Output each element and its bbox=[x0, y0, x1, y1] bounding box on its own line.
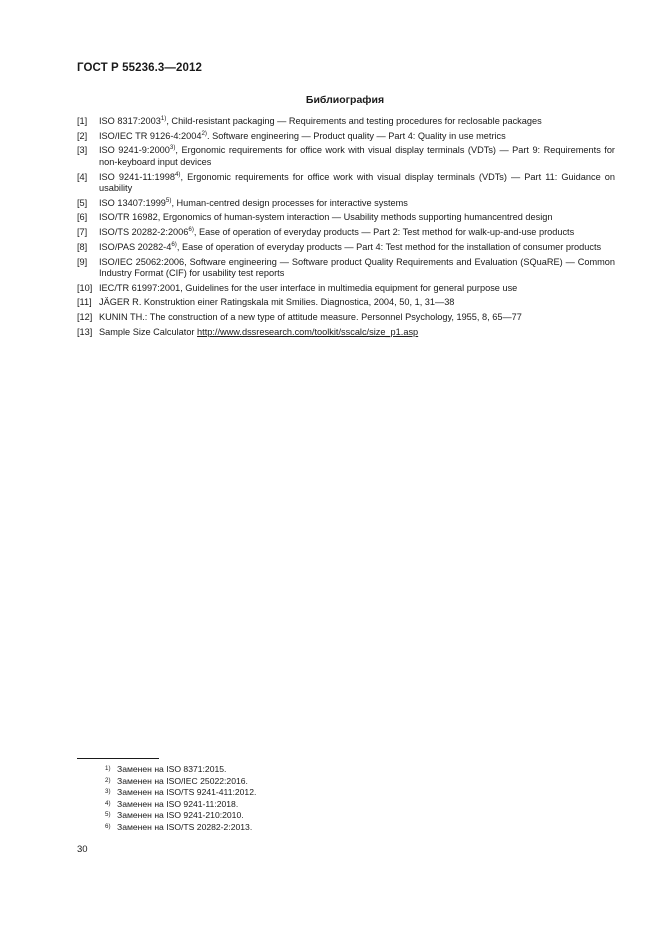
page-number: 30 bbox=[77, 844, 88, 855]
footnote-mark: 2) bbox=[105, 776, 111, 784]
reference-number: [5] bbox=[77, 197, 88, 208]
reference-item bbox=[77, 297, 615, 309]
footnote-ref: 5) bbox=[165, 196, 172, 204]
reference-item bbox=[77, 145, 615, 168]
reference-number: [13] bbox=[77, 326, 93, 337]
reference-number: [10] bbox=[77, 282, 93, 293]
reference-item bbox=[77, 172, 615, 195]
footnote-text: Заменен на ISO/TS 9241-411:2012. bbox=[117, 787, 257, 797]
footnote-divider bbox=[77, 758, 159, 759]
reference-text: ISO 8317:2003$^{1)}$, Child-resistant packaging — Requirements and testing procedures for reclosable packages bbox=[99, 115, 542, 126]
footnote bbox=[105, 764, 256, 776]
reference-text: ISO/IEC TR 9126-4:2004$^{2)}$. Software engineering — Product quality — Part 4: Quality in use metrics bbox=[99, 129, 506, 141]
reference-number: [2] bbox=[77, 130, 88, 141]
footnote bbox=[105, 799, 256, 811]
reference-text: ISO/PAS 20282-4$^{6)}$, Ease of operation of everyday products — Part 4: Test method for the installation of consumer products bbox=[99, 240, 602, 252]
reference-item bbox=[77, 198, 615, 210]
footnote-text: Заменен на ISO 8371:2015. bbox=[117, 764, 227, 774]
reference-text: KUNIN TH.: The construction of a new type of attitude measure. Personnel Psychology, 1955, 8, 65—77 bbox=[99, 312, 522, 323]
reference-item bbox=[77, 242, 615, 254]
reference-text: JÄGER R. Konstruktion einer Ratingskala mit Smilies. Diagnostica, 2004, 50, 1, 31—38 bbox=[99, 297, 455, 308]
reference-text: Sample Size Calculator http://www.dssresearch.com/toolkit/sscalc/size_p1.asp bbox=[99, 326, 419, 337]
document-header: ГОСТ Р 55236.3—2012 bbox=[77, 62, 202, 74]
footnote-ref: 3) bbox=[169, 144, 176, 152]
reference-number: [6] bbox=[77, 212, 88, 223]
footnote-text: Заменен на ISO/IEC 25022:2016. bbox=[117, 775, 248, 786]
footnote-mark: 1) bbox=[105, 765, 111, 772]
footnote-mark: 3) bbox=[105, 788, 111, 795]
footnote-text: Заменен на ISO/TS 20282-2:2013. bbox=[117, 821, 253, 832]
reference-item bbox=[77, 116, 615, 128]
bibliography-list bbox=[77, 116, 615, 341]
footnote-ref: 2) bbox=[201, 129, 207, 137]
footnote-mark: 6) bbox=[105, 822, 111, 830]
reference-item bbox=[77, 131, 615, 143]
reference-text: ISO 9241-9:2000$^{3)}$, Ergonomic requirements for office work with visual display terminals (VDTs) — Part 9: Requirements for non-keyboard input devices bbox=[99, 144, 615, 167]
footnote bbox=[105, 776, 256, 788]
reference-text: ISO 9241-11:1998$^{4)}$, Ergonomic requirements for office work with visual display terminals (VDTs) — Part 11: Guidance on usability bbox=[99, 170, 616, 194]
footnote-mark: 5) bbox=[105, 811, 111, 818]
reference-item bbox=[77, 283, 615, 295]
reference-number: [4] bbox=[77, 171, 88, 182]
reference-number: [12] bbox=[77, 312, 93, 323]
reference-number: [8] bbox=[77, 241, 88, 252]
footnote bbox=[105, 810, 256, 822]
footnote-ref: 4) bbox=[174, 170, 181, 178]
reference-text: IEC/TR 61997:2001, Guidelines for the user interface in multimedia equipment for general purpose use bbox=[99, 282, 518, 293]
footnote bbox=[105, 787, 256, 799]
footnote-text: Заменен на ISO 9241-11:2018. bbox=[117, 798, 239, 809]
reference-text: ISO/IEC 25062:2006, Software engineering — Software product Quality Requirements and Evaluation (SQuaRE) — Common Industry Format (CIF) for usability test reports bbox=[99, 256, 615, 278]
footnote-mark: 4) bbox=[105, 799, 111, 807]
reference-number: [7] bbox=[77, 227, 88, 238]
footnote-ref: 1) bbox=[160, 115, 167, 122]
reference-number: [9] bbox=[77, 256, 88, 267]
reference-text: ISO/TS 20282-2:2006$^{6)}$, Ease of operation of everyday products — Part 2: Test method for walk-up-and-use products bbox=[99, 226, 575, 238]
section-title: Библиография bbox=[305, 94, 385, 106]
reference-item bbox=[77, 227, 615, 239]
footnote-ref: 6) bbox=[171, 240, 177, 248]
reference-text: ISO/TR 16982, Ergonomics of human-system interaction — Usability methods supporting humancentred design bbox=[99, 212, 553, 223]
reference-item bbox=[77, 312, 615, 324]
footnote-ref: 6) bbox=[188, 226, 194, 234]
reference-number: [11] bbox=[77, 297, 92, 308]
reference-number: [1] bbox=[77, 116, 88, 126]
reference-number: [3] bbox=[77, 145, 88, 156]
reference-item bbox=[77, 327, 615, 339]
footnote-text: Заменен на ISO 9241-210:2010. bbox=[117, 810, 244, 820]
reference-item bbox=[77, 212, 615, 224]
footnote bbox=[105, 822, 256, 834]
reference-item bbox=[77, 257, 615, 280]
reference-text: ISO 13407:1999$^{5)}$, Human-centred design processes for interactive systems bbox=[99, 196, 408, 208]
footnotes bbox=[105, 764, 256, 833]
calculator-link[interactable]: http://www.dssresearch.com/toolkit/sscalc/size_p1.asp bbox=[197, 326, 419, 337]
